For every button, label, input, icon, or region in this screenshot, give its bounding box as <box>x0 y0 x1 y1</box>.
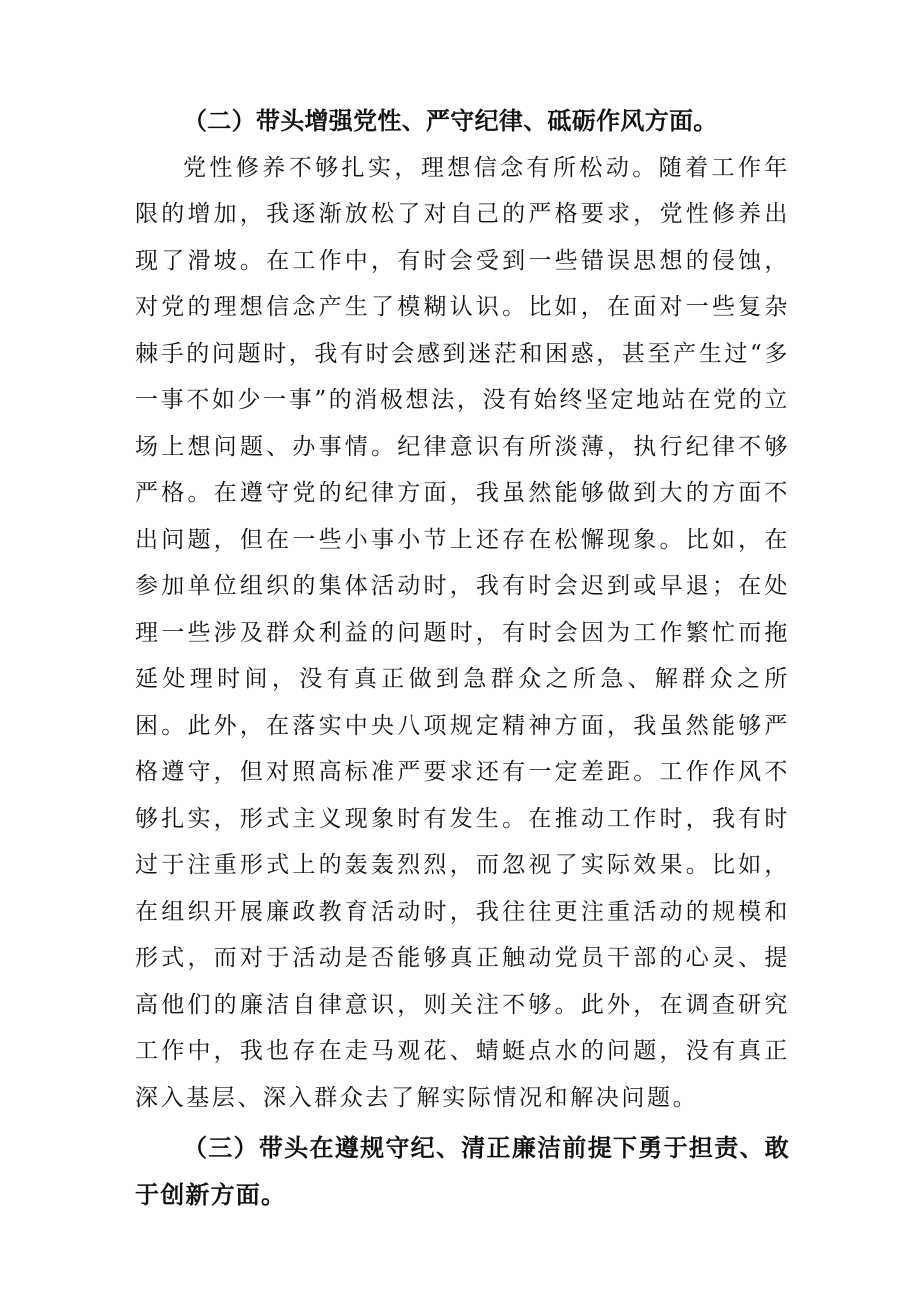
section-3-heading: （三）带头在遵规守纪、清正廉洁前提下勇于担责、敢于创新方面。 <box>135 1133 790 1209</box>
document-content <box>135 98 790 1218</box>
section-2-body: 党性修养不够扎实，理想信念有所松动。随着工作年限的增加，我逐渐放松了对自己的严格要求，党性修养出现了滑坡。在工作中，有时会受到一些错误思想的侵蚀，对党的理想信念产生了模糊认识。比如，在面对一些复杂棘手的问题时，我有时会感到迷茫和困惑，甚至产生过“多一事不如少一事”的消极想法，没有始终坚定地站在党的立场上想问题、办事情。纪律意识有所淡薄，执行纪律不够严格。在遵守党的纪律方面，我虽然能够做到大的方面不出问题，但在一些小事小节上还存在松懈现象。比如，在参加单位组织的集体活动时，我有时会迟到或早退；在处理一些涉及群众利益的问题时，有时会因为工作繁忙而拖延处理时间，没有真正做到急群众之所急、解群众之所困。此外，在落实中央八项规定精神方面，我虽然能够严格遵守，但对照高标准严要求还有一定差距。工作作风不够扎实，形式主义现象时有发生。在推动工作时，我有时过于注重形式上的轰轰烈烈，而忽视了实际效果。比如，在组织开展廉政教育活动时，我往往更注重活动的规模和形式，而对于活动是否能够真正触动党员干部的心灵、提高他们的廉洁自律意识，则关注不够。此外，在调查研究工作中，我也存在走马观花、蜻蜓点水的问题，没有真正深入基层、深入群众去了解实际情况和解决问题。 <box>135 154 790 1111</box>
section-2-heading: （二）带头增强党性、严守纪律、砥砺作风方面。 <box>183 106 718 135</box>
